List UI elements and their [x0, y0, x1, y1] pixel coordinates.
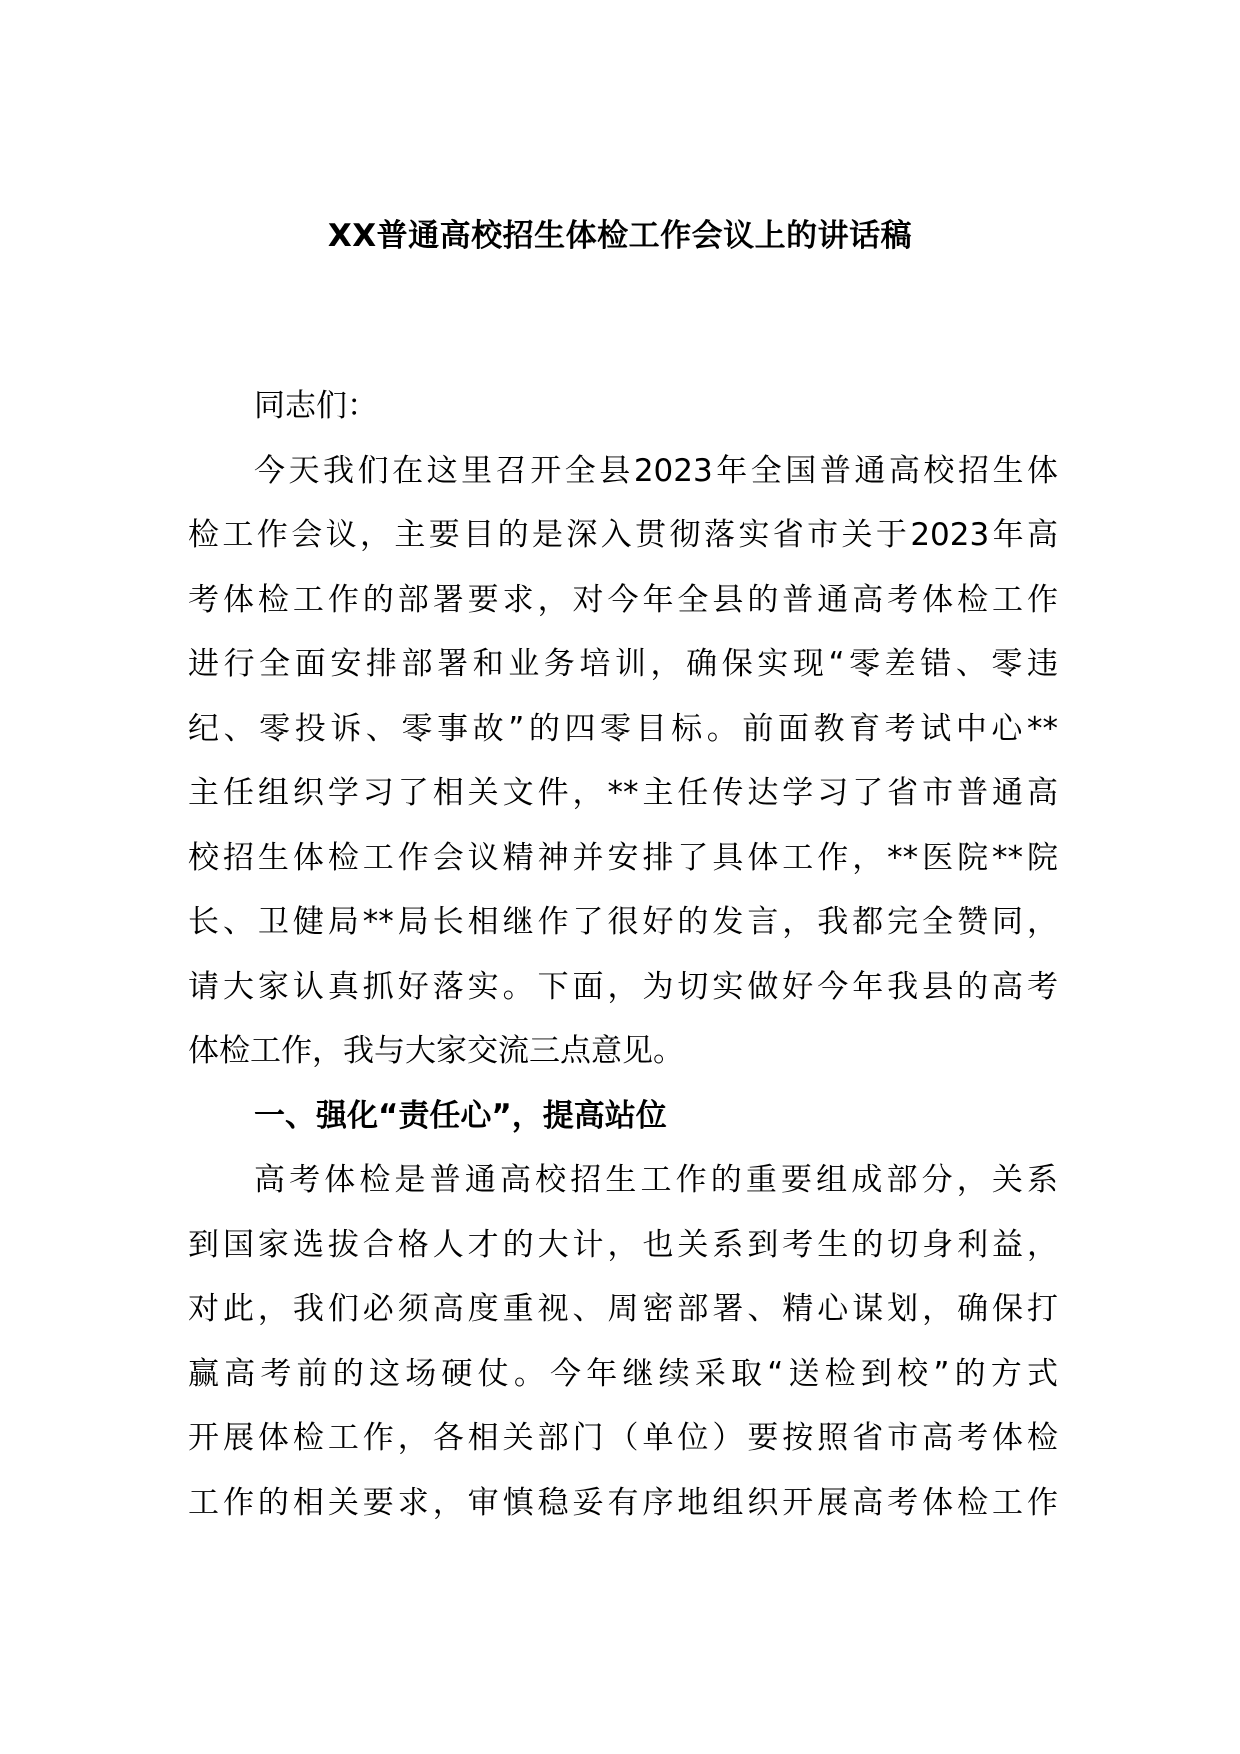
paragraph-line: 赢高考前的这场硬仗。今年继续采取“送检到校”的方式 [188, 1355, 1058, 1392]
paragraph-line: 到国家选拔合格人才的大计，也关系到考生的切身利益， [188, 1226, 1058, 1263]
document-body [188, 374, 1058, 1535]
paragraph-line: 体检工作，我与大家交流三点意见。 [188, 1033, 684, 1069]
paragraph-line: 考体检工作的部署要求，对今年全县的普通高考体检工作 [188, 581, 1058, 618]
paragraph-line: 进行全面安排部署和业务培训，确保实现“零差错、零违 [188, 646, 1058, 682]
paragraph-line: 纪、零投诉、零事故”的四零目标。前面教育考试中心** [188, 710, 1058, 747]
document-title: XX普通高校招生体检工作会议上的讲话稿 [327, 218, 913, 254]
paragraph-line: 开展体检工作，各相关部门（单位）要按照省市高考体检 [188, 1420, 1058, 1456]
paragraph-line: 今天我们在这里召开全县2023年全国普通高校招生体 [254, 452, 1058, 489]
paragraph-line: 主任组织学习了相关文件，**主任传达学习了省市普通高 [188, 775, 1058, 811]
paragraph-line: 校招生体检工作会议精神并安排了具体工作，**医院**院 [188, 839, 1058, 876]
salutation-line: 同志们： [254, 388, 378, 424]
paragraph-line: 工作的相关要求，审慎稳妥有序地组织开展高考体检工作 [188, 1484, 1058, 1521]
paragraph-line: 长、卫健局**局长相继作了很好的发言，我都完全赞同， [188, 904, 1058, 940]
paragraph-line: 请大家认真抓好落实。下面，为切实做好今年我县的高考 [188, 968, 1058, 1005]
paragraph-line: 对此，我们必须高度重视、周密部署、精心谋划，确保打 [188, 1291, 1058, 1327]
paragraph-line: 检工作会议，主要目的是深入贯彻落实省市关于2023年高 [188, 517, 1058, 553]
paragraph-line: 高考体检是普通高校招生工作的重要组成部分，关系 [254, 1162, 1058, 1198]
section-heading: 一、强化“责任心”，提高站位 [254, 1097, 667, 1134]
